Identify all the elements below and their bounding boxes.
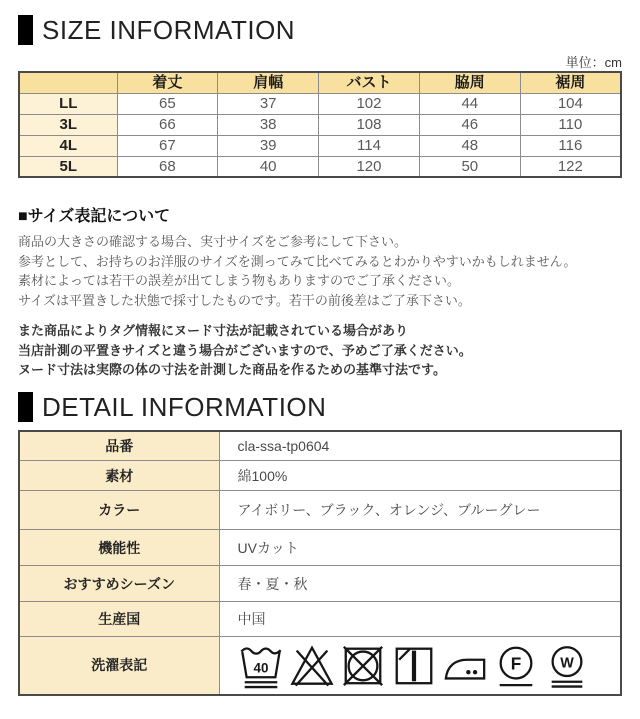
svg-text:40: 40: [253, 660, 268, 676]
size-label-cell: 5L: [19, 156, 117, 177]
size-table-col-header: 肩幅: [218, 72, 319, 93]
note-line: ヌード寸法は実際の体の寸法を計測した商品を作るための基準寸法です。: [18, 362, 446, 377]
detail-row: [19, 566, 621, 602]
nude-size-note-paragraph: [18, 321, 622, 380]
wet-clean-very-mild-icon: [544, 639, 590, 691]
detail-value-cell: 春・夏・秋: [219, 566, 621, 602]
size-table-row: [19, 156, 621, 177]
svg-text:F: F: [510, 653, 521, 674]
size-table-col-header: 着丈: [117, 72, 218, 93]
size-value-cell: 50: [419, 156, 520, 177]
size-unit-label: 単位：cm: [565, 55, 622, 70]
detail-label-cell: 機能性: [19, 530, 219, 566]
detail-value-cell: cla-ssa-tp0604: [219, 431, 621, 461]
size-value-cell: 114: [319, 135, 420, 156]
size-value-cell: 46: [419, 114, 520, 135]
size-value-cell: 108: [319, 114, 420, 135]
detail-table: [18, 430, 622, 696]
care-symbols-cell: [219, 637, 621, 695]
size-value-cell: 120: [319, 156, 420, 177]
section-bullet-icon: [18, 15, 33, 45]
wash-40-very-mild-icon: [238, 639, 284, 691]
section-bullet-icon: [18, 392, 33, 422]
size-table-col-header: 脇周: [419, 72, 520, 93]
svg-text:W: W: [559, 655, 574, 672]
note-line: また商品によりタグ情報にヌード寸法が記載されている場合があり: [18, 323, 409, 338]
size-information-title: SIZE INFORMATION: [42, 15, 296, 45]
size-label-cell: 4L: [19, 135, 117, 156]
size-note-heading: ■サイズ表記について: [18, 208, 171, 225]
do-not-bleach-icon: [289, 639, 335, 691]
detail-label-cell: 生産国: [19, 602, 219, 637]
detail-label-cell: 洗濯表記: [19, 637, 219, 695]
detail-value-cell: 綿100%: [219, 461, 621, 491]
detail-value-cell: アイボリー、ブラック、オレンジ、ブルーグレー: [219, 491, 621, 530]
detail-row-care: [19, 637, 621, 695]
care-symbols-row: [238, 639, 621, 691]
size-value-cell: 122: [520, 156, 621, 177]
size-value-cell: 48: [419, 135, 520, 156]
detail-row: [19, 602, 621, 637]
detail-information-title: DETAIL INFORMATION: [42, 391, 327, 422]
size-value-cell: 68: [117, 156, 218, 177]
note-line: 素材によっては若干の誤差が出てしまう物もありますのでご了承ください。: [18, 273, 461, 288]
iron-medium-two-dots-icon: [442, 639, 488, 691]
size-value-cell: 38: [218, 114, 319, 135]
detail-row: [19, 530, 621, 566]
size-value-cell: 37: [218, 93, 319, 114]
size-table-col-header: 裾周: [520, 72, 621, 93]
size-value-cell: 116: [520, 135, 621, 156]
size-table-row: [19, 93, 621, 114]
do-not-tumble-dry-icon: [340, 639, 386, 691]
detail-label-cell: おすすめシーズン: [19, 566, 219, 602]
size-table-corner-cell: [19, 72, 117, 93]
detail-label-cell: 素材: [19, 461, 219, 491]
size-value-cell: 40: [218, 156, 319, 177]
size-information-heading: [18, 14, 622, 46]
size-table-header-row: [19, 72, 621, 93]
size-value-cell: 104: [520, 93, 621, 114]
note-line: 当店計測の平置きサイズと違う場合がございますので、予めご了承ください。: [18, 342, 472, 358]
size-value-cell: 66: [117, 114, 218, 135]
detail-row: [19, 491, 621, 530]
size-table-row: [19, 114, 621, 135]
line-dry-in-shade-icon: [391, 639, 437, 691]
size-note-paragraph: [18, 232, 622, 310]
size-label-cell: LL: [19, 93, 117, 114]
size-value-cell: 102: [319, 93, 420, 114]
size-value-cell: 44: [419, 93, 520, 114]
detail-label-cell: 品番: [19, 431, 219, 461]
size-value-cell: 67: [117, 135, 218, 156]
note-line: 商品の大きさの確認する場合、実寸サイズをご参考にして下さい。: [18, 234, 407, 249]
detail-value-cell: 中国: [219, 602, 621, 637]
size-value-cell: 39: [218, 135, 319, 156]
size-label-cell: 3L: [19, 114, 117, 135]
detail-information-heading: [18, 391, 622, 423]
dry-clean-petroleum-mild-icon: [493, 639, 539, 691]
detail-row: [19, 461, 621, 491]
detail-value-cell: UVカット: [219, 530, 621, 566]
detail-label-cell: カラー: [19, 491, 219, 530]
size-table: [18, 71, 622, 178]
size-table-col-header: バスト: [319, 72, 420, 93]
note-line: 参考として、お持ちのお洋服のサイズを測ってみて比べてみるとわかりやすいかもしれません。: [18, 253, 577, 269]
size-value-cell: 65: [117, 93, 218, 114]
detail-row: [19, 431, 621, 461]
size-value-cell: 110: [520, 114, 621, 135]
size-table-row: [19, 135, 621, 156]
note-line: サイズは平置きした状態で採寸したものです。若干の前後差はご了承下さい。: [18, 292, 471, 308]
